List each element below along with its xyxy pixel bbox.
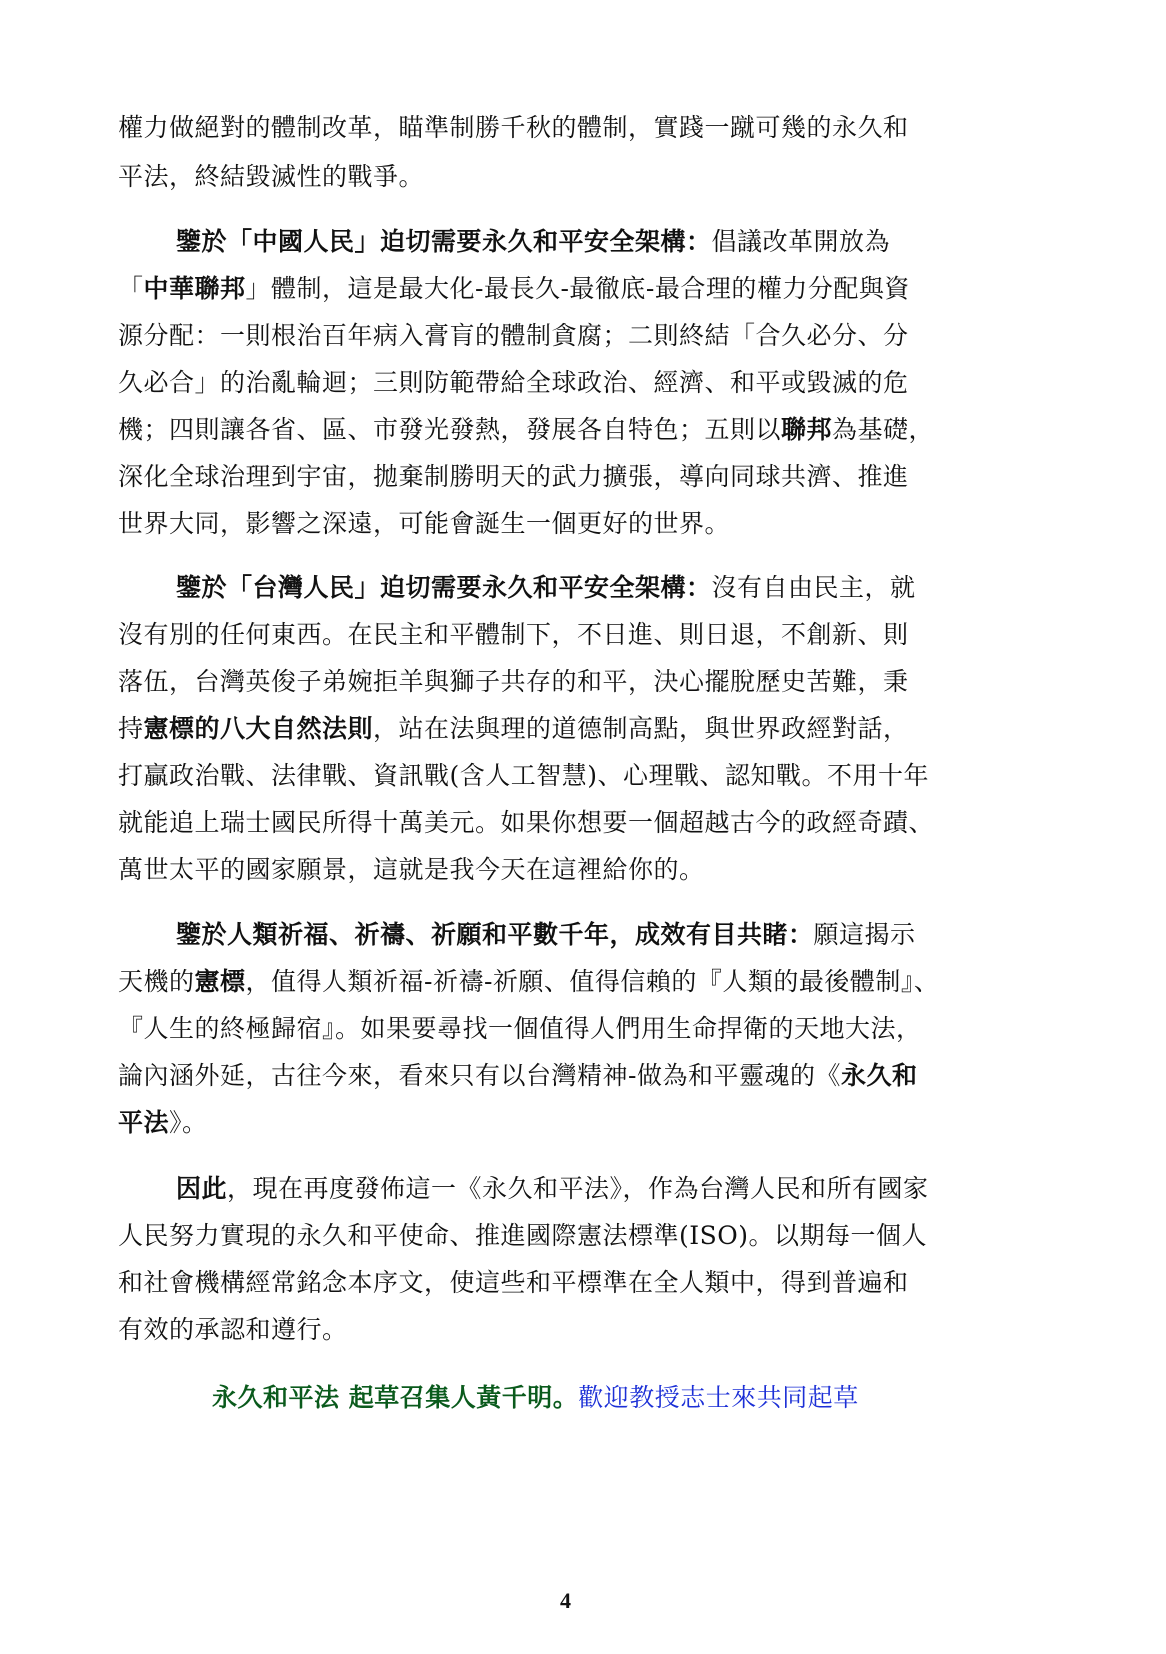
text: ，值得人類祈福-祈禱-祈願、值得信賴的『人類的最後體制』、 xyxy=(245,967,940,996)
text: 機；四則讓各省、區、市發光發熱，發展各自特色；五則以 xyxy=(118,415,782,444)
text: 」體制，這是最大化-最長久-最徹底-最合理的權力分配與資 xyxy=(245,274,910,303)
paragraph-5-line-3 xyxy=(118,1265,909,1301)
text: 源分配：一則根治百年病入膏肓的體制貪腐；二則終結「合久必分、分 xyxy=(118,321,909,350)
paragraph-3-line-7 xyxy=(118,852,705,888)
text: 倡議改革開放為 xyxy=(711,227,891,256)
text: 天機的 xyxy=(118,967,195,996)
text: 久必合」的治亂輪迴；三則防範帶給全球政治、經濟、和平或毀滅的危 xyxy=(118,368,909,397)
paragraph-1-line-2 xyxy=(118,159,424,195)
paragraph-2-line-6 xyxy=(118,459,909,495)
bold-term: 中華聯邦 xyxy=(143,274,246,303)
text: 人民努力實現的永久和平使命、推進國際憲法標準(ISO)。以期每一個人 xyxy=(118,1221,928,1250)
text: 論內涵外延，古往今來，看來只有以台灣精神-做為和平靈魂的《 xyxy=(118,1061,841,1090)
text: 和社會機構經常銘念本序文，使這些和平標準在全人類中，得到普遍和 xyxy=(118,1268,909,1297)
page-number: 4 xyxy=(560,1588,571,1613)
convener-text: 永久和平法 起草召集人黃千明。 xyxy=(212,1383,579,1412)
bold-term: 憲標 xyxy=(194,967,246,996)
paragraph-3-line-2 xyxy=(118,617,909,653)
text: 持 xyxy=(118,714,144,743)
paragraph-4-line-5 xyxy=(118,1105,208,1141)
paragraph-4-line-4 xyxy=(118,1058,917,1094)
text: ，站在法與理的道德制高點，與世界政經對話， xyxy=(373,714,909,743)
paragraph-2-line-4 xyxy=(118,365,909,401)
paragraph-3-line-4 xyxy=(118,711,909,747)
paragraph-4-line-3 xyxy=(118,1011,922,1047)
invitation-link[interactable]: 歡迎教授志士來共同起草 xyxy=(578,1383,859,1412)
text: 平法，終結毀滅性的戰爭。 xyxy=(118,162,425,191)
bold-term: 永久和 xyxy=(840,1061,918,1090)
paragraph-5-line-2 xyxy=(118,1218,927,1254)
text: 萬世太平的國家願景，這就是我今天在這裡給你的。 xyxy=(118,855,705,884)
text: ，現在再度發佈這一《永久和平法》，作為台灣人民和所有國家 xyxy=(227,1174,929,1203)
bold-heading: 鑒於「台灣人民」迫切需要永久和平安全架構： xyxy=(176,573,712,602)
bold-term: 聯邦 xyxy=(781,415,833,444)
paragraph-5-line-4 xyxy=(118,1312,348,1348)
bold-heading: 鑒於「中國人民」迫切需要永久和平安全架構： xyxy=(176,227,712,256)
paragraph-2-line-7 xyxy=(118,506,730,542)
text: 深化全球治理到宇宙，拋棄制勝明天的武力擴張，導向同球共濟、推進 xyxy=(118,462,909,491)
paragraph-1-line-1 xyxy=(118,110,909,146)
drafting-convener-line xyxy=(212,1380,859,1416)
text: 願這揭示 xyxy=(813,920,916,949)
paragraph-3-line-6 xyxy=(118,805,934,841)
text: 世界大同，影響之深遠，可能會誕生一個更好的世界。 xyxy=(118,509,731,538)
text: 落伍，台灣英俊子弟婉拒羊與獅子共存的和平，決心擺脫歷史苦難，秉 xyxy=(118,667,909,696)
text: 『人生的終極歸宿』。如果要尋找一個值得人們用生命捍衛的天地大法， xyxy=(118,1014,922,1043)
text: 為基礎， xyxy=(832,415,935,444)
bold-term: 平法 xyxy=(118,1108,170,1137)
paragraph-2-line-3 xyxy=(118,318,909,354)
text: 有效的承認和遵行。 xyxy=(118,1315,348,1344)
paragraph-3-line-3 xyxy=(118,664,909,700)
text: 沒有自由民主，就 xyxy=(711,573,916,602)
text: 》。 xyxy=(169,1108,208,1137)
text: 「 xyxy=(118,274,144,303)
paragraph-5-line-1 xyxy=(176,1171,929,1207)
text: 打贏政治戰、法律戰、資訊戰(含人工智慧)、心理戰、認知戰。不用十年 xyxy=(118,761,930,790)
text: 沒有別的任何東西。在民主和平體制下，不日進、則日退，不創新、則 xyxy=(118,620,909,649)
paragraph-2-line-1 xyxy=(176,224,890,260)
paragraph-4-line-2 xyxy=(118,964,939,1000)
paragraph-4-line-1 xyxy=(176,917,916,953)
text: 就能追上瑞士國民所得十萬美元。如果你想要一個超越古今的政經奇蹟、 xyxy=(118,808,935,837)
paragraph-2-line-5 xyxy=(118,412,934,448)
bold-heading: 因此 xyxy=(176,1174,228,1203)
paragraph-3-line-5 xyxy=(118,758,929,794)
text: 權力做絕對的體制改革，瞄準制勝千秋的體制，實踐一蹴可幾的永久和 xyxy=(118,113,909,142)
paragraph-3-line-1 xyxy=(176,570,916,606)
bold-heading: 鑒於人類祈福、祈禱、祈願和平數千年，成效有目共睹： xyxy=(176,920,814,949)
bold-term: 憲標的八大自然法則 xyxy=(143,714,374,743)
paragraph-2-line-2 xyxy=(118,271,910,307)
